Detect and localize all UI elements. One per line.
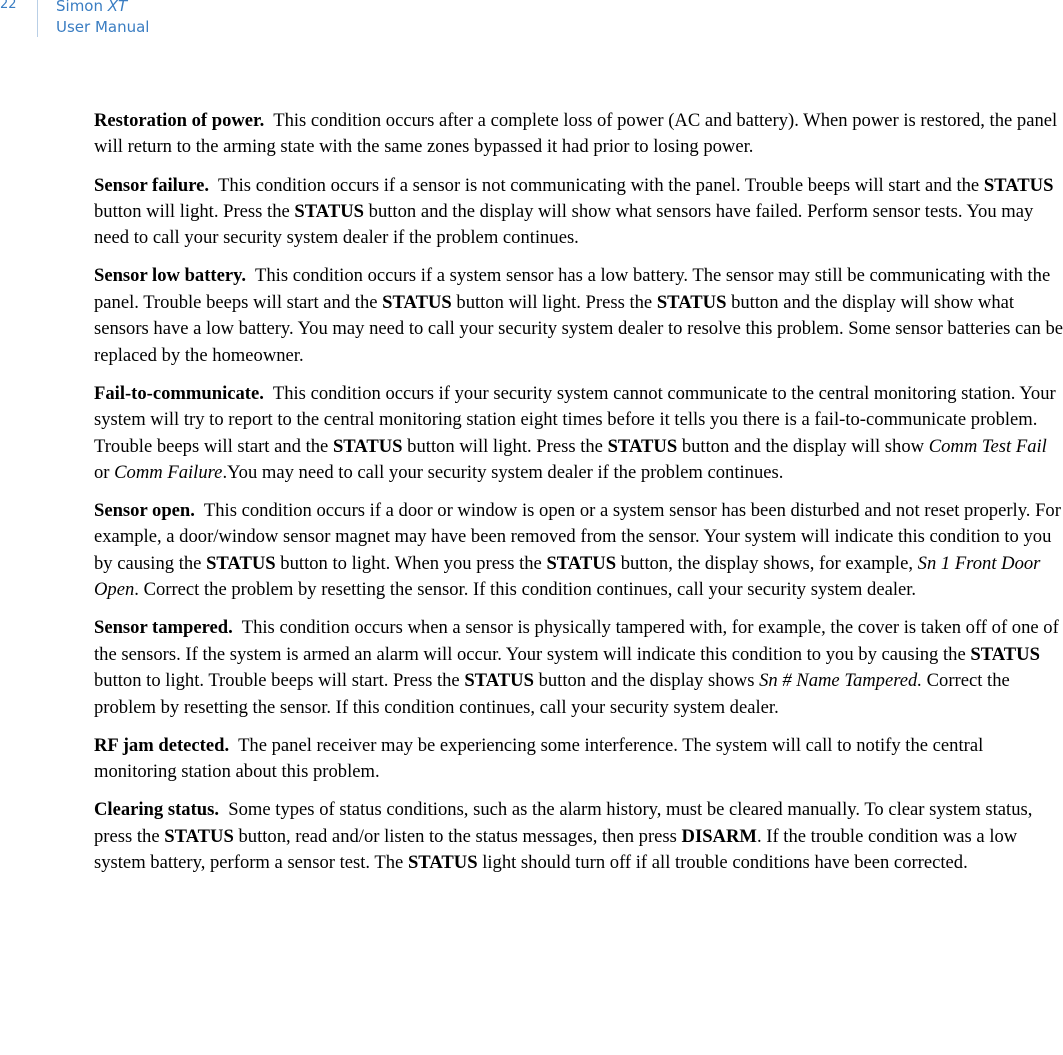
- body-text: The panel receiver may be experiencing some interference. The system will call to notify the central monitoring station about this problem.: [94, 734, 984, 783]
- button-name: STATUS: [294, 200, 364, 222]
- header-titles: [56, 0, 149, 38]
- body-text: This condition occurs if a sensor is not communicating with the panel. Trouble beeps will start and the: [217, 174, 984, 196]
- body-text: button will light. Press the: [94, 200, 295, 222]
- button-name: STATUS: [407, 851, 478, 873]
- body-text: This condition occurs if a system sensor has a low battery. The sensor may still be communicating with the panel. Trouble beeps will start and the: [94, 265, 1051, 313]
- condition-term: Restoration of power.: [94, 110, 265, 131]
- button-name: DISARM: [681, 825, 757, 847]
- condition-paragraph: [94, 615, 1063, 721]
- condition-term: Clearing status.: [94, 799, 219, 821]
- button-name: STATUS: [546, 552, 617, 574]
- display-message: Sn 1 Front Door Open: [94, 552, 1041, 601]
- header-divider: [37, 0, 38, 37]
- condition-term: Fail-to-communicate.: [94, 382, 264, 404]
- button-name: STATUS: [206, 552, 276, 574]
- condition-term: RF jam detected.: [94, 734, 230, 756]
- body-text: button to light. Trouble beeps will start. Press the: [94, 670, 465, 692]
- body-text: button, the display shows, for example,: [616, 552, 918, 574]
- button-name: STATUS: [983, 174, 1054, 196]
- body-text: or: [94, 461, 115, 483]
- condition-paragraph: [94, 498, 1063, 604]
- body-text: button and the display shows: [533, 670, 760, 692]
- body-text: button and the display will show what sensors have failed. Perform sensor tests. You may need to call your security system dealer if the problem continues.: [94, 200, 1034, 249]
- body-text: Correct the problem by resetting the sensor. If this condition continues, call your security system dealer.: [94, 670, 1010, 718]
- product-name: Simon: [56, 0, 103, 15]
- button-name: STATUS: [607, 435, 678, 457]
- body-text: This condition occurs when a sensor is physically tampered with, for example, the cover is taken off of one of the sensors. If the system is armed an alarm will occur. Your system will indicate this condition to you by causing the: [94, 617, 1059, 665]
- body-text: button will light. Press the: [451, 291, 657, 313]
- button-name: STATUS: [164, 825, 234, 847]
- body-text: . If the trouble condition was a low system battery, perform a sensor test. The: [94, 825, 1018, 873]
- body-text: This condition occurs after a complete loss of power (AC and battery). When power is restored, the panel will return to the arming state with the same zones bypassed it had prior to losing power.: [94, 110, 1058, 158]
- body-text: button and the display will show: [677, 435, 929, 457]
- body-text: button, read and/or listen to the status messages, then press: [233, 825, 682, 847]
- body-text: . Correct the problem by resetting the sensor. If this condition continues, call your security system dealer.: [134, 579, 917, 601]
- condition-term: Sensor low battery.: [94, 265, 247, 287]
- display-message: Sn # Name Tampered.: [759, 670, 922, 692]
- doc-title: User Manual: [56, 18, 150, 36]
- display-message: Comm Failure: [114, 461, 223, 483]
- condition-term: Sensor tampered.: [94, 617, 233, 639]
- condition-paragraph: [94, 733, 1063, 786]
- body-text: This condition occurs if your security system cannot communicate to the central monitoring station. Your system will try to report to the central monitoring station eight times before it tells you there is a fail-to-communicate problem. Trouble beeps will start and the: [94, 382, 1056, 457]
- button-name: STATUS: [382, 291, 452, 313]
- condition-paragraph: [94, 173, 1063, 252]
- condition-paragraph: [94, 381, 1063, 487]
- page-number: 22: [0, 0, 17, 12]
- button-name: STATUS: [332, 435, 403, 457]
- display-message: Comm Test Fail: [928, 435, 1047, 457]
- button-name: STATUS: [464, 670, 534, 692]
- condition-term: Sensor open.: [94, 500, 195, 522]
- button-name: STATUS: [970, 643, 1040, 665]
- condition-term: Sensor failure.: [94, 174, 210, 196]
- product-suffix: XT: [107, 0, 128, 15]
- body-text: light should turn off if all trouble conditions have been corrected.: [477, 851, 968, 873]
- body-text: .You may need to call your security system dealer if the problem continues.: [222, 461, 784, 483]
- condition-paragraph: [94, 797, 1063, 876]
- condition-paragraph: [94, 108, 1063, 161]
- body-text: button to light. When you press the: [275, 552, 547, 574]
- body-text: button and the display will show what sensors have a low battery. You may need to call your security system dealer to resolve this problem. Some sensor batteries can be replaced by the homeowner.: [94, 291, 1063, 366]
- condition-paragraph: [94, 263, 1063, 369]
- body-text: button will light. Press the: [402, 435, 608, 457]
- button-name: STATUS: [656, 291, 727, 313]
- manual-body: [94, 108, 1063, 876]
- body-text: This condition occurs if a door or window is open or a system sensor has been disturbed and not reset properly. For example, a door/window sensor magnet may have been removed from the sensor. Your system will indicate this condition to you by causing the: [94, 500, 1061, 574]
- product-name-line: [56, 0, 149, 17]
- body-text: Some types of status conditions, such as the alarm history, must be cleared manually. To clear system status, press the: [94, 799, 1033, 847]
